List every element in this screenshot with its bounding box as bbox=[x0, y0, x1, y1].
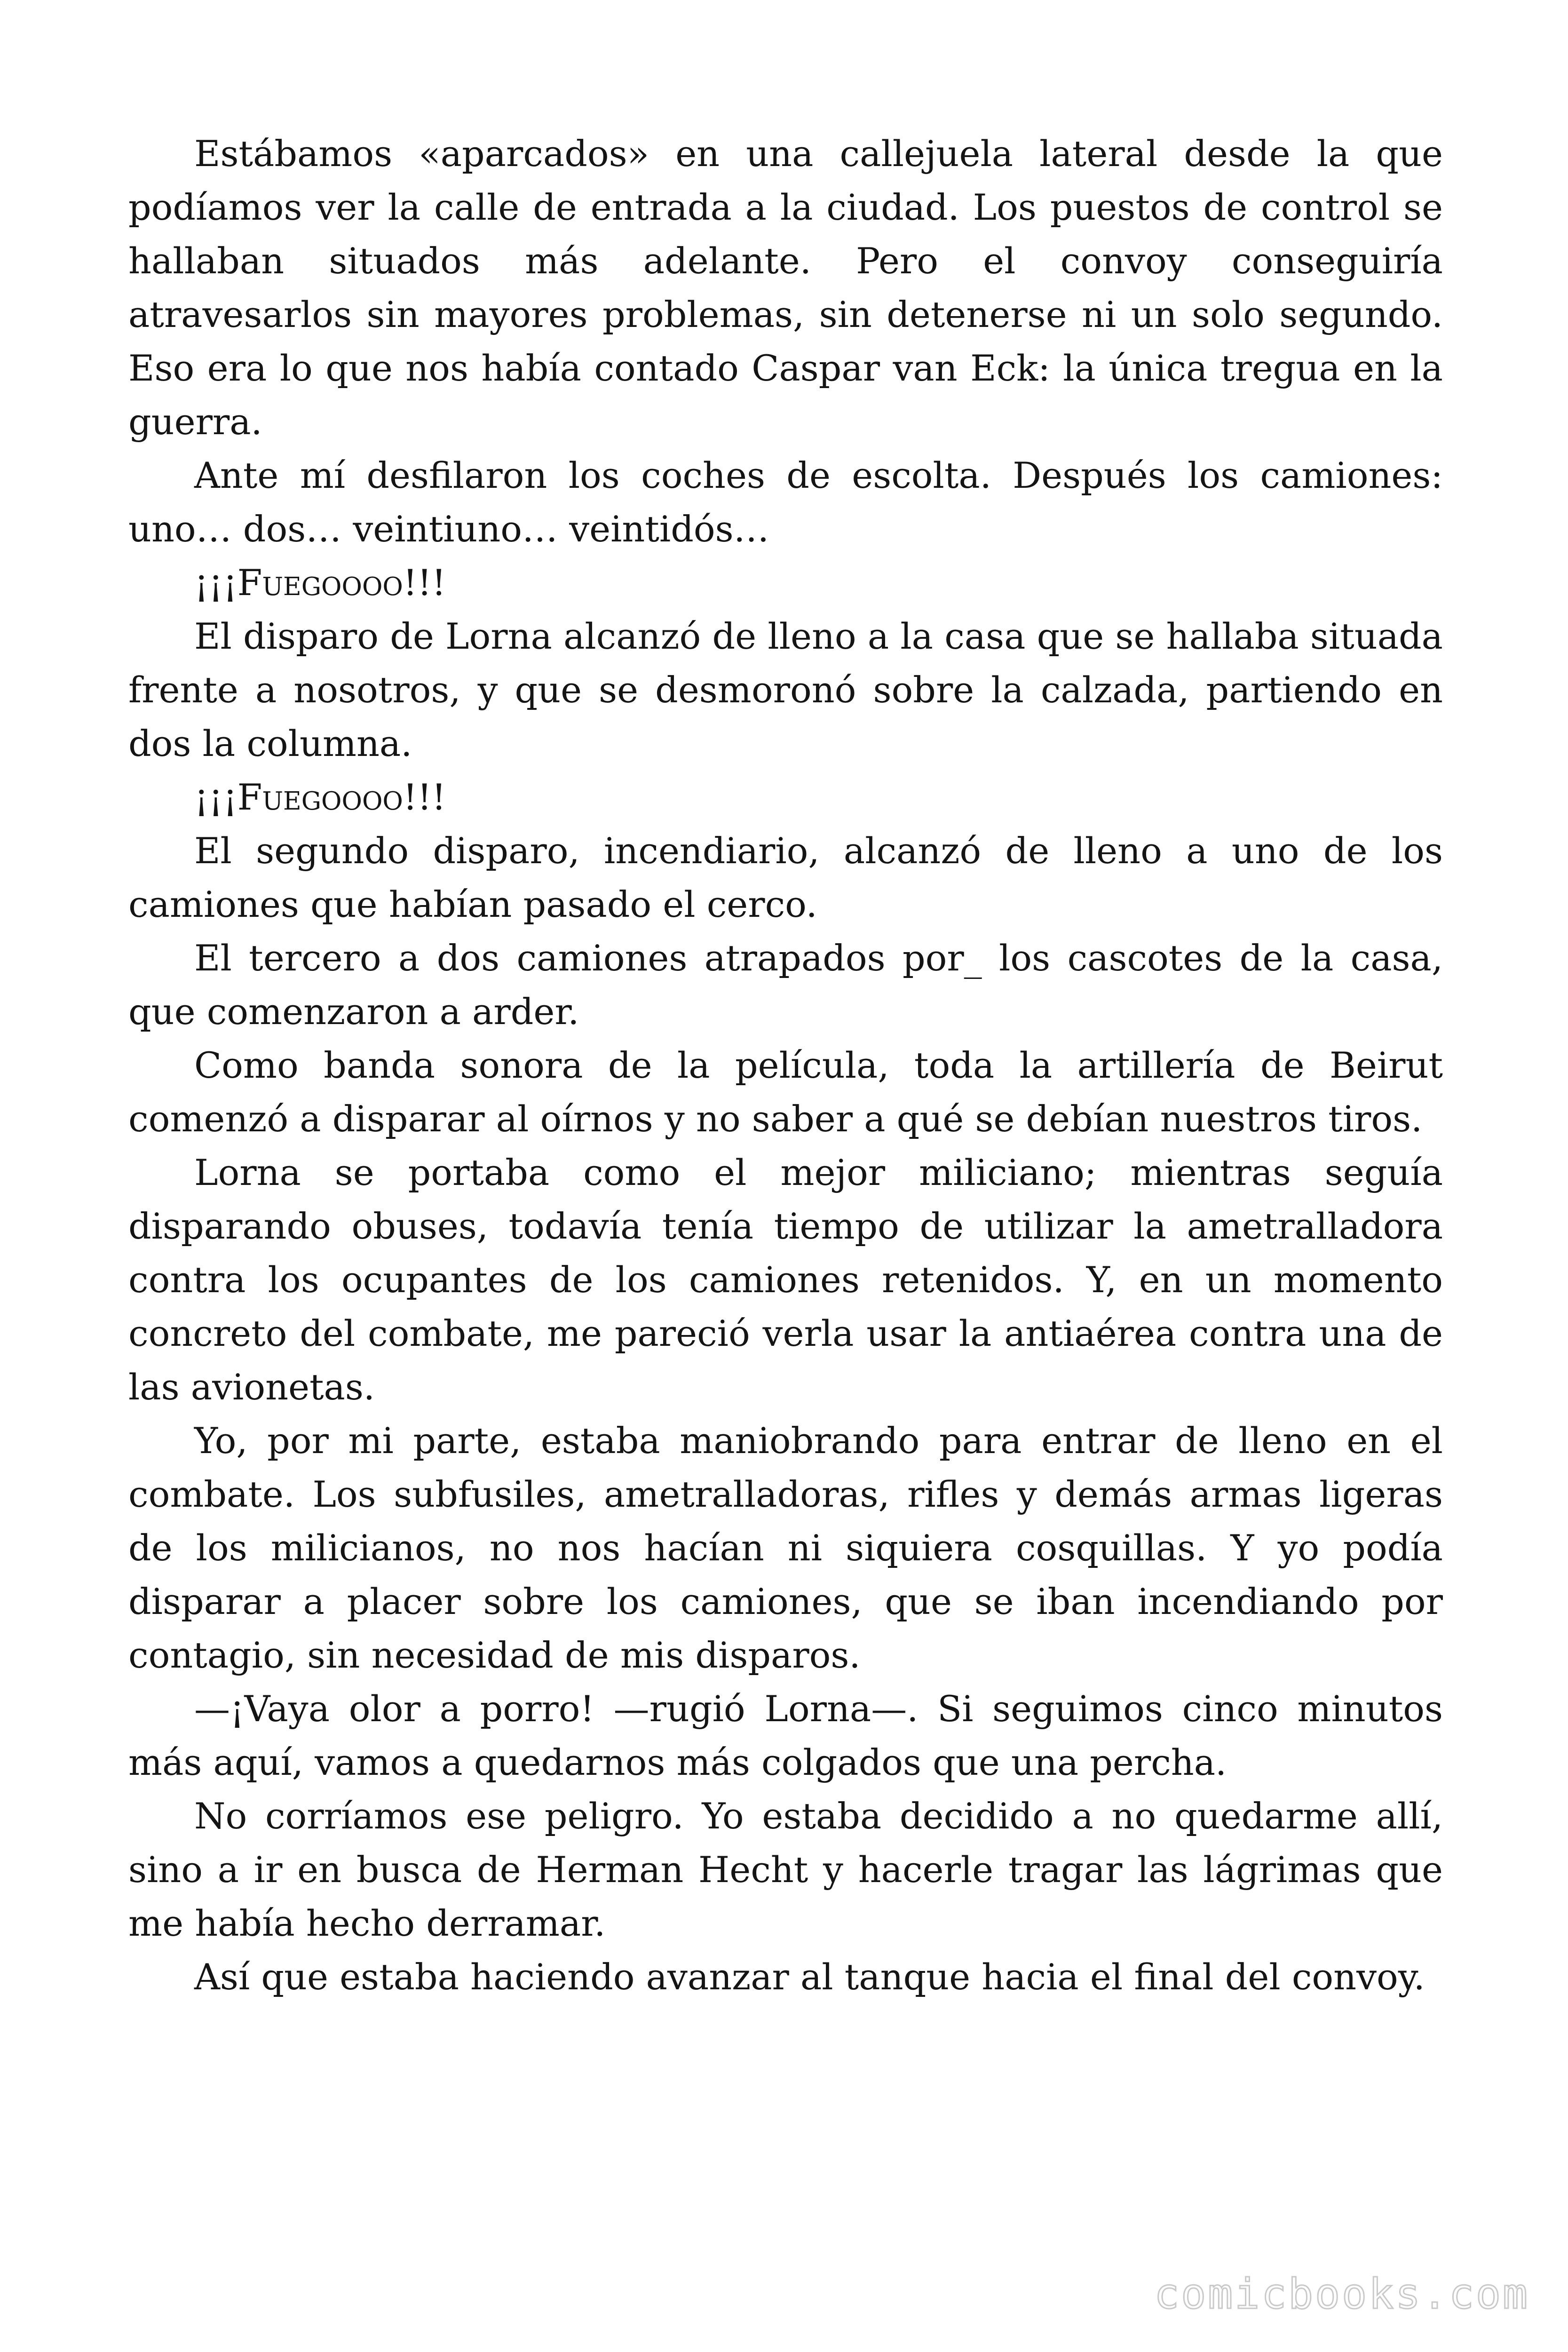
paragraph-1: Estábamos «aparcados» en una callejuela lateral desde la que podíamos ver la calle de entrada a la ciudad. Los puestos de control se hallaban situados más adelante. Pero el convoy conseguiría atravesarlos sin mayores problemas, sin detenerse ni un solo segundo. Eso era lo que nos había contado Caspar van Eck: la única tregua en la guerra. bbox=[128, 133, 1443, 443]
paragraph-9: —¡Vaya olor a porro! —rugió Lorna—. Si seguimos cinco minutos más aquí, vamos a quedarnos más colgados que una percha. bbox=[128, 1688, 1443, 1783]
paragraph-7: Lorna se portaba como el mejor miliciano; mientras seguía disparando obuses, todavía tenía tiempo de utilizar la ametralladora contra los ocupantes de los camiones retenidos. Y, en un momento concreto del combate, me pareció verla usar la antiaérea contra una de las avionetas. bbox=[128, 1152, 1443, 1408]
paragraph-5: El tercero a dos camiones atrapados por_ los cascotes de la casa, que comenzaron a arder. bbox=[128, 937, 1443, 1033]
paragraph-11: Así que estaba haciendo avanzar al tanque hacia el final del convoy. bbox=[194, 1956, 1425, 1998]
paragraph-shout-2: ¡¡¡Fuegoooo!!! bbox=[194, 776, 446, 818]
paragraph-6: Como banda sonora de la película, toda la artillería de Beirut comenzó a disparar al oírnos y no saber a qué se debían nuestros tiros. bbox=[128, 1044, 1443, 1140]
paragraph-8: Yo, por mi parte, estaba maniobrando para entrar de lleno en el combate. Los subfusiles, ametralladoras, rifles y demás armas ligeras de los milicianos, no nos hacían ni siquiera cosquillas. Y yo podía disparar a placer sobre los camiones, que se iban incendiando por contagio, sin necesidad de mis disparos. bbox=[128, 1420, 1443, 1676]
paragraph-10: No corríamos ese peligro. Yo estaba decidido a no quedarme allí, sino a ir en busca de Herman Hecht y hacerle tragar las lágrimas que me había hecho derramar. bbox=[128, 1795, 1443, 1944]
watermark: comicbooks.com bbox=[1154, 2270, 1529, 2318]
paragraph-2: Ante mí desfilaron los coches de escolta. Después los camiones: uno… dos… veintiuno… veintidós… bbox=[128, 454, 1443, 550]
paragraph-shout-1: ¡¡¡Fuegoooo!!! bbox=[194, 562, 446, 604]
paragraph-4: El segundo disparo, incendiario, alcanzó de lleno a uno de los camiones que habían pasado el cerco. bbox=[128, 830, 1443, 925]
page-body bbox=[128, 127, 1443, 2004]
paragraph-3: El disparo de Lorna alcanzó de lleno a la casa que se hallaba situada frente a nosotros, y que se desmoronó sobre la calzada, partiendo en dos la columna. bbox=[128, 615, 1443, 764]
